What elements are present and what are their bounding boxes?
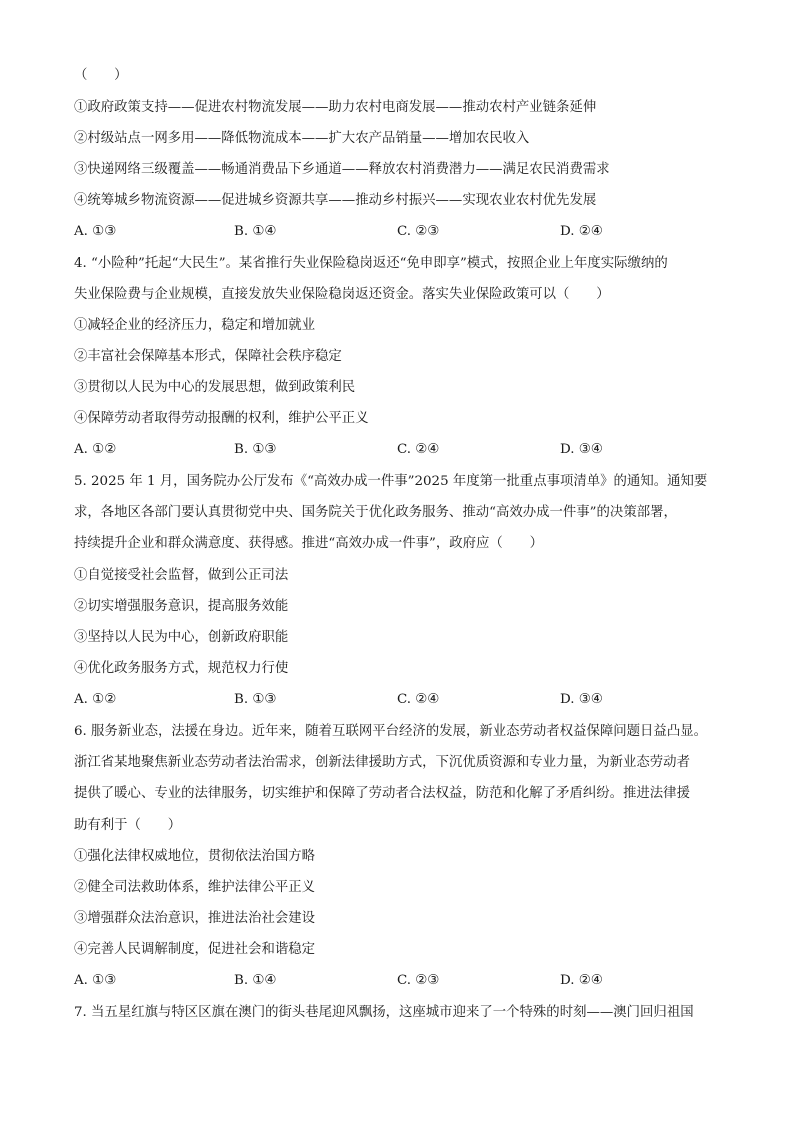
q4-item-2: ②丰富社会保障基本形式，保障社会秩序稳定 bbox=[74, 349, 342, 364]
q7-stem-line-1: 7. 当五星红旗与特区区旗在澳门的街头巷尾迎风飘扬，这座城市迎来了一个特殊的时刻——澳门回归祖国 bbox=[74, 1005, 694, 1020]
q3-item-1: ①政府政策支持——促进农村物流发展——助力农村电商发展——推动农村产业链条延伸 bbox=[74, 100, 597, 115]
q5-option-c: C. ②④ bbox=[397, 692, 440, 707]
q4-options bbox=[74, 441, 714, 459]
q6-option-a: A. ①③ bbox=[74, 973, 117, 988]
q6-item-1: ①强化法律权威地位，贯彻依法治国方略 bbox=[74, 849, 316, 864]
q4-option-d: D. ③④ bbox=[560, 442, 603, 457]
q6-option-c: C. ②③ bbox=[397, 973, 440, 988]
q6-stem-line-4: 助有利于（ ） bbox=[74, 818, 182, 833]
q5-item-1: ①自觉接受社会监督，做到公正司法 bbox=[74, 568, 289, 583]
q6-options bbox=[74, 972, 714, 990]
q5-option-d: D. ③④ bbox=[560, 692, 603, 707]
q6-item-2: ②健全司法救助体系，维护法律公平正义 bbox=[74, 880, 316, 895]
q5-options bbox=[74, 691, 714, 709]
q4-stem-line-2: 失业保险费与企业规模，直接发放失业保险稳岗返还资金。落实失业保险政策可以（ ） bbox=[74, 287, 610, 302]
q3-option-d: D. ②④ bbox=[560, 224, 603, 239]
q3-option-c: C. ②③ bbox=[397, 224, 440, 239]
q3-option-a: A. ①③ bbox=[74, 224, 117, 239]
q3-item-2: ②村级站点一网多用——降低物流成本——扩大农产品销量——增加农民收入 bbox=[74, 131, 530, 146]
q3-options bbox=[74, 223, 714, 241]
q3-bracket: （ ） bbox=[74, 68, 128, 83]
q4-option-b: B. ①③ bbox=[234, 442, 277, 457]
q6-item-3: ③增强群众法治意识，推进法治社会建设 bbox=[74, 911, 316, 926]
q6-stem-line-2: 浙江省某地聚焦新业态劳动者法治需求，创新法律援助方式，下沉优质资源和专业力量，为新业态劳动者 bbox=[74, 755, 690, 770]
q4-stem-line-1: 4. “小险种”托起“大民生”。某省推行失业保险稳岗返还“免申即享”模式，按照企业上年度实际缴纳的 bbox=[74, 256, 668, 271]
q5-stem-line-3: 持续提升企业和群众满意度、获得感。推进“高效办成一件事”，政府应（ ） bbox=[74, 536, 543, 551]
q3-option-b: B. ①④ bbox=[234, 224, 277, 239]
q5-stem-line-2: 求，各地区各部门要认真贯彻党中央、国务院关于优化政务服务、推动“高效办成一件事”的决策部署， bbox=[74, 505, 677, 520]
q4-item-3: ③贯彻以人民为中心的发展思想，做到政策利民 bbox=[74, 380, 356, 395]
q5-item-3: ③坚持以人民为中心，创新政府职能 bbox=[74, 630, 289, 645]
q4-item-4: ④保障劳动者取得劳动报酬的权利，维护公平正义 bbox=[74, 411, 369, 426]
q6-item-4: ④完善人民调解制度，促进社会和谐稳定 bbox=[74, 942, 316, 957]
q3-item-4: ④统筹城乡物流资源——促进城乡资源共享——推动乡村振兴——实现农业农村优先发展 bbox=[74, 193, 597, 208]
q4-option-a: A. ①② bbox=[74, 442, 117, 457]
q5-option-b: B. ①③ bbox=[234, 692, 277, 707]
q5-option-a: A. ①② bbox=[74, 692, 117, 707]
q3-item-3: ③快递网络三级覆盖——畅通消费品下乡通道——释放农村消费潜力——满足农民消费需求 bbox=[74, 162, 610, 177]
q5-stem-line-1: 5. 2025 年 1 月，国务院办公厅发布《“高效办成一件事”2025 年度第一批重点事项清单》的通知。通知要 bbox=[74, 474, 708, 489]
q5-item-4: ④优化政务服务方式，规范权力行使 bbox=[74, 661, 289, 676]
q4-option-c: C. ②④ bbox=[397, 442, 440, 457]
q6-option-b: B. ①④ bbox=[234, 973, 277, 988]
q6-option-d: D. ②④ bbox=[560, 973, 603, 988]
q5-item-2: ②切实增强服务意识，提高服务效能 bbox=[74, 599, 289, 614]
q4-item-1: ①减轻企业的经济压力，稳定和增加就业 bbox=[74, 318, 316, 333]
q6-stem-line-3: 提供了暖心、专业的法律服务，切实维护和保障了劳动者合法权益，防范和化解了矛盾纠纷。推进法律援 bbox=[74, 786, 690, 801]
q6-stem-line-1: 6. 服务新业态，法援在身边。近年来，随着互联网平台经济的发展，新业态劳动者权益保障问题日益凸显。 bbox=[74, 724, 707, 739]
